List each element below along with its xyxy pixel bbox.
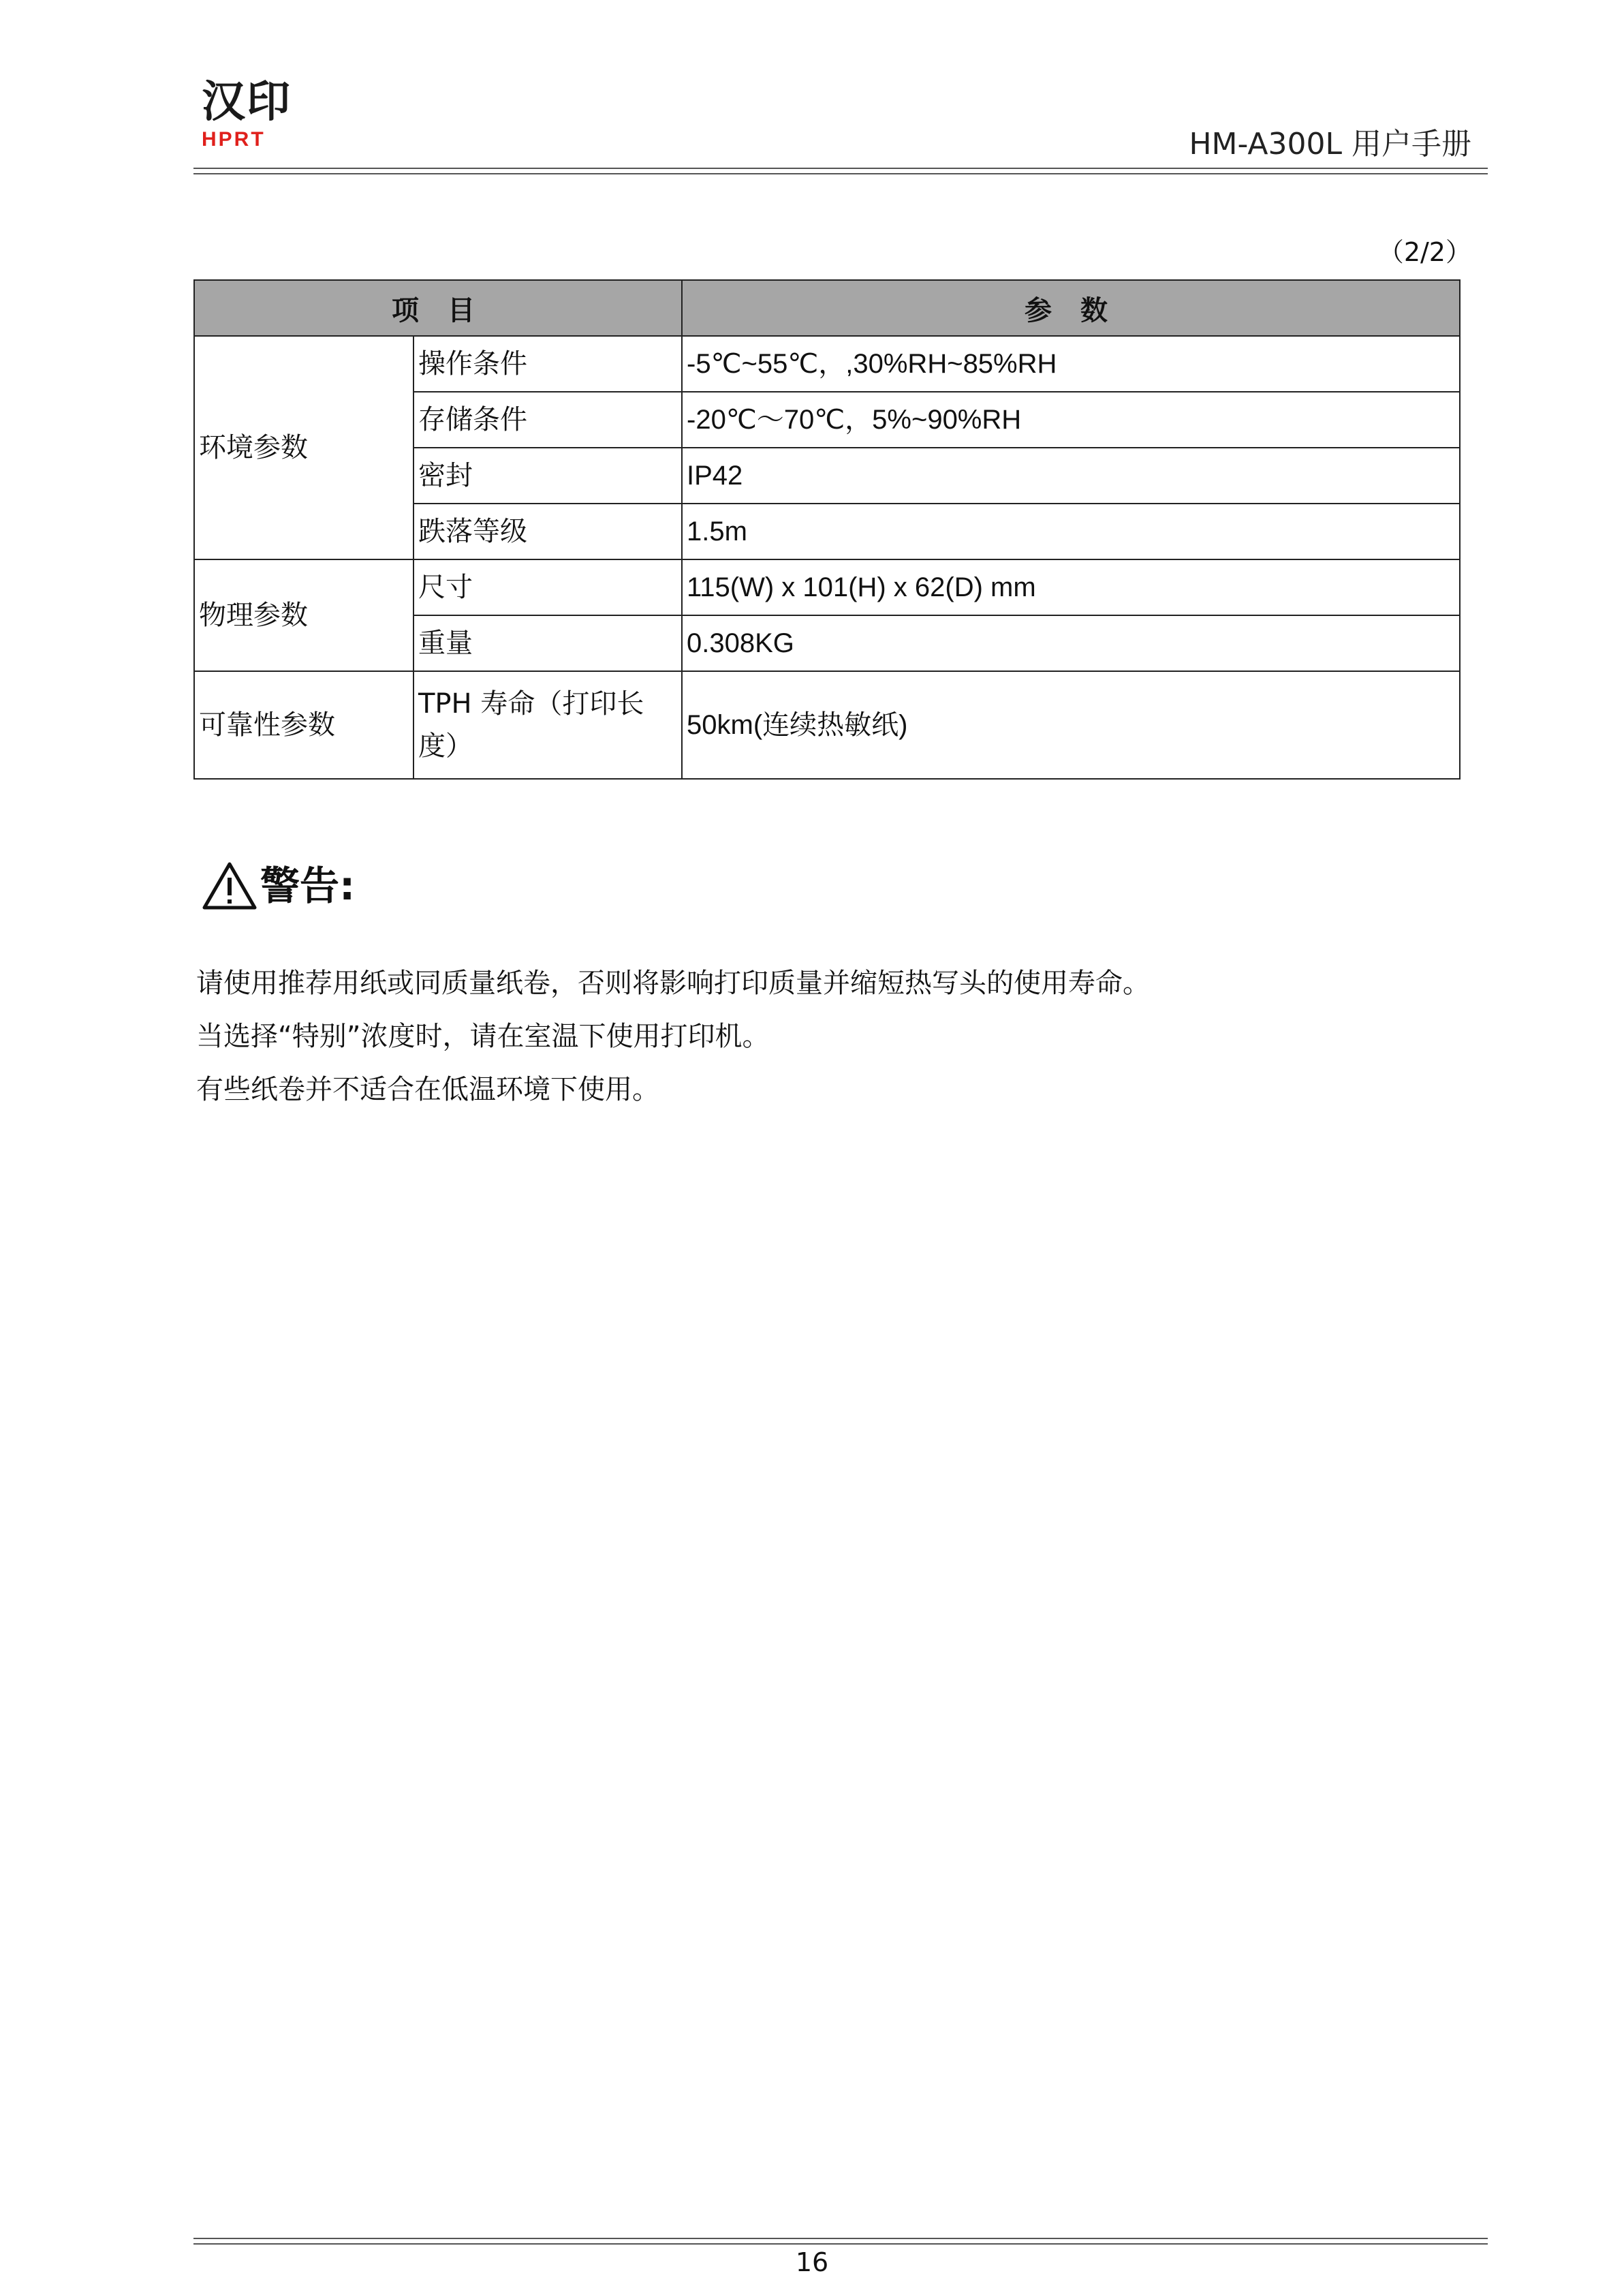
spec-table: [193, 279, 1461, 780]
warning-line: 请使用推荐用纸或同质量纸卷，否则将影响打印质量并缩短热写头的使用寿命。: [196, 968, 1150, 999]
table-row: [194, 671, 1460, 779]
item-cell: 重量: [413, 615, 682, 671]
table-page-fraction: （2/2）: [1377, 237, 1471, 267]
group-name: 可靠性参数: [194, 671, 413, 779]
logo-chinese-text: 汉印: [202, 77, 292, 127]
item-cell: 密封: [413, 448, 682, 504]
item-cell: 操作条件: [413, 336, 682, 392]
value-cell: 115(W) x 101(H) x 62(D) mm: [682, 559, 1460, 615]
page-number: 16: [795, 2247, 829, 2277]
value-cell: IP42: [682, 448, 1460, 504]
warning-line: 有些纸卷并不适合在低温环境下使用。: [196, 1074, 659, 1105]
item-cell: 存储条件: [413, 392, 682, 448]
item-cell: TPH 寿命（打印长度）: [413, 671, 682, 779]
value-cell: -5℃~55℃，,30%RH~85%RH: [682, 336, 1460, 392]
group-name: 物理参数: [194, 559, 413, 671]
value-cell: 50km(连续热敏纸): [682, 671, 1460, 779]
header-divider: [193, 168, 1488, 174]
group-name: 环境参数: [194, 336, 413, 559]
logo-english-text: HPRT: [202, 128, 266, 151]
value-cell: 0.308KG: [682, 615, 1460, 671]
warning-heading: [202, 861, 355, 910]
table-header-row: [194, 280, 1460, 336]
value-cell: 1.5m: [682, 504, 1460, 559]
table-row: [194, 559, 1460, 615]
warning-line: 当选择“特别”浓度时，请在室温下使用打印机。: [196, 1021, 770, 1052]
header-param: 参 数: [682, 280, 1460, 336]
value-cell: -20℃～70℃，5%~90%RH: [682, 392, 1460, 448]
item-cell: 跌落等级: [413, 504, 682, 559]
item-cell: 尺寸: [413, 559, 682, 615]
warning-title: 警告:: [260, 863, 356, 909]
warning-triangle-icon: [202, 861, 257, 910]
footer-divider: [193, 2238, 1488, 2245]
table-row: [194, 336, 1460, 392]
company-logo: [202, 76, 297, 151]
warning-notes: [196, 957, 1150, 1116]
document-title: HM-A300L 用户手册: [1189, 127, 1471, 161]
header-item: 项 目: [194, 280, 682, 336]
